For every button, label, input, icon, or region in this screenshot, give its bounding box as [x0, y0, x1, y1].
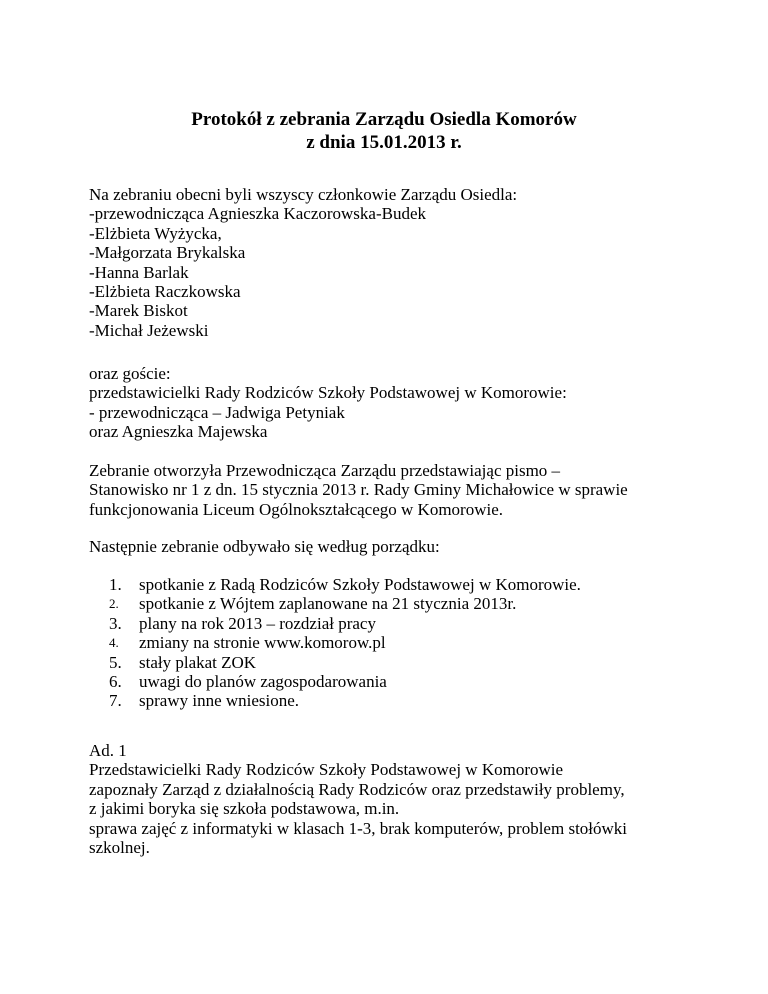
attendee-item: -Marek Biskot	[89, 301, 188, 321]
opening-line: Zebranie otworzyła Przewodnicząca Zarządu przedstawiając pismo –	[89, 461, 561, 480]
agenda-item	[89, 594, 729, 613]
attendee-item: -Elżbieta Raczkowska	[89, 282, 241, 302]
ad1-line: z jakimi boryka się szkoła podstawowa, m.in.	[89, 799, 400, 819]
ad1-section	[89, 741, 729, 857]
agenda-text: uwagi do planów zagospodarowania	[139, 672, 387, 692]
guests-section	[89, 364, 729, 442]
attendee-item: -Elżbieta Wyżycka,	[89, 223, 222, 243]
guests-line: - przewodnicząca – Jadwiga Petyniak	[89, 402, 345, 422]
ad1-line: szkolnej.	[89, 838, 150, 858]
agenda-text: stały plakat ZOK	[139, 652, 257, 672]
agenda-text: sprawy inne wniesione.	[139, 691, 300, 711]
attendees-intro: Na zebraniu obecni byli wszyscy członkowie Zarządu Osiedla:	[89, 185, 518, 204]
agenda-number: 5.	[109, 652, 122, 672]
agenda-number: 6.	[109, 672, 122, 692]
agenda-item	[89, 672, 729, 691]
opening-line: Stanowisko nr 1 z dn. 15 stycznia 2013 r. Rady Gminy Michałowice w sprawie	[89, 480, 628, 500]
guests-line: oraz Agnieszka Majewska	[89, 422, 268, 442]
opening-line: funkcjonowania Liceum Ogólnokształcącego w Komorowie.	[89, 499, 504, 519]
guests-line: przedstawicielki Rady Rodziców Szkoły Podstawowej w Komorowie:	[89, 383, 567, 403]
agenda-intro: Następnie zebranie odbywało się według porządku:	[89, 537, 440, 556]
ad1-line: sprawa zajęć z informatyki w klasach 1-3, brak komputerów, problem stołówki	[89, 818, 628, 838]
agenda-number: 7.	[109, 691, 122, 711]
agenda-text: spotkanie z Wójtem zaplanowane na 21 stycznia 2013r.	[139, 594, 517, 614]
agenda-text: spotkanie z Radą Rodziców Szkoły Podstawowej w Komorowie.	[139, 575, 581, 594]
attendee-item: -Hanna Barlak	[89, 262, 189, 282]
agenda-text: plany na rok 2013 – rozdział pracy	[139, 613, 376, 633]
ad1-line: zapoznały Zarząd z działalnością Rady Rodziców oraz przedstawiły problemy,	[89, 779, 625, 799]
agenda-number: 4.	[109, 635, 119, 651]
document-title: Protokół z zebrania Zarządu Osiedla Komorów	[191, 109, 577, 130]
ad1-heading: Ad. 1	[89, 741, 127, 760]
agenda-item	[89, 633, 729, 652]
attendee-item: -Małgorzata Brykalska	[89, 243, 246, 263]
opening-paragraph	[89, 461, 729, 519]
agenda-item	[89, 614, 729, 633]
attendees-section	[89, 185, 729, 340]
agenda-item	[89, 691, 729, 710]
ad1-line: Przedstawicielki Rady Rodziców Szkoły Podstawowej w Komorowie	[89, 760, 564, 780]
agenda-item	[89, 653, 729, 672]
agenda-item	[89, 575, 729, 594]
attendee-item: -przewodnicząca Agnieszka Kaczorowska-Budek	[89, 204, 427, 224]
guests-line: oraz goście:	[89, 364, 171, 383]
agenda-number: 3.	[109, 613, 122, 633]
document-date: z dnia 15.01.2013 r.	[306, 132, 462, 153]
attendee-item: -Michał Jeżewski	[89, 320, 209, 340]
agenda-list	[89, 575, 729, 711]
agenda-text: zmiany na stronie www.komorow.pl	[139, 633, 386, 653]
agenda-number: 1.	[109, 575, 122, 594]
agenda-number: 2.	[109, 596, 119, 612]
